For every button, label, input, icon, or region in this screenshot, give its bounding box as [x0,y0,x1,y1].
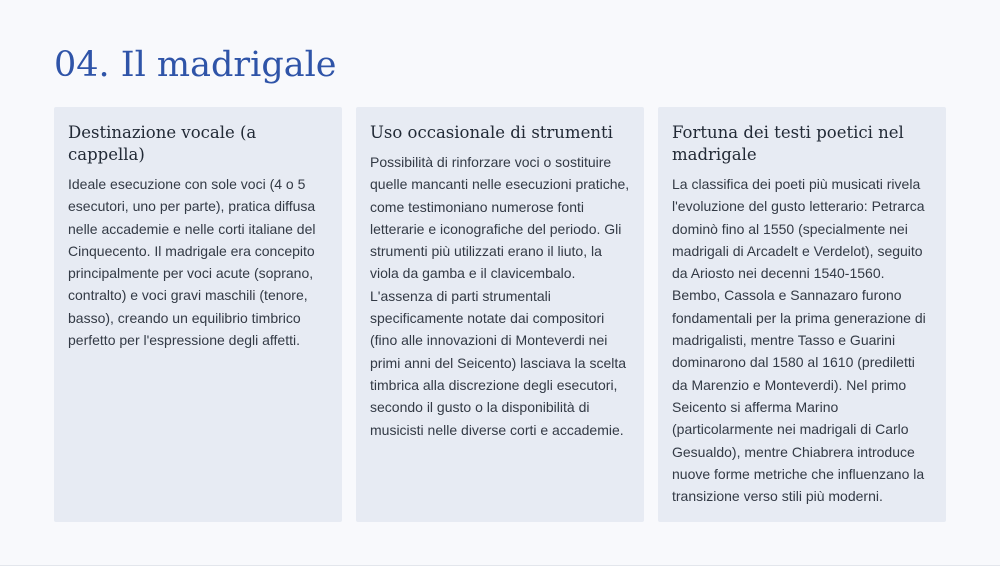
card-body: Ideale esecuzione con sole voci (4 o 5 esecutori, uno per parte), pratica diffusa nelle accademie e nelle corti italiane del Cinquecento. Il madrigale era concepito principalmente per voci acute (soprano, contralto) e voci gravi maschili (tenore, basso), creando un equilibrio timbrico perfetto per l'espressione degli affetti. [68,176,316,349]
card-title: Destinazione vocale (a cappella) [68,123,257,164]
card-body: La classifica dei poeti più musicati rivela l'evoluzione del gusto letterario: Petrarca dominò fino al 1550 (specialmente nei madrigali di Arcadelt e Verdelot), seguito da Ariosto nei decenni 1540-1560. Bembo, Cassola e Sannazaro furono fondamentali per la prima generazione di madrigalisti, mentre Tasso e Guarini dominarono dal 1580 al 1610 (prediletti da Marenzio e Monteverdi). Nel primo Seicento si afferma Marino (particolarmente nei madrigali di Carlo Gesualdo), mentre Chiabrera introduce nuove forme metriche che influenzano la transizione verso stili più moderni. [672,176,926,505]
card-vocal-destination [54,107,342,522]
card-body: Possibilità di rinforzare voci o sostituire quelle mancanti nelle esecuzioni pratiche, come testimoniano numerose fonti letterarie e iconografiche del periodo. Gli strumenti più utilizzati erano il liuto, la viola da gamba e il clavicembalo. L'assenza di parti strumentali specificamente notate dai compositori (fino alle innovazioni di Monteverdi nei primi anni del Seicento) lasciava la scelta timbrica alla discrezione degli esecutori, secondo il gusto o la disponibilità di musicisti nelle diverse corti e accademie. [370,154,630,438]
card-poetic-texts [658,107,946,522]
card-title: Uso occasionale di strumenti [370,123,613,142]
card-instruments [356,107,644,522]
card-grid [54,107,946,522]
page-title: 04. Il madrigale [54,45,337,85]
card-title: Fortuna dei testi poetici nel madrigale [672,123,904,164]
